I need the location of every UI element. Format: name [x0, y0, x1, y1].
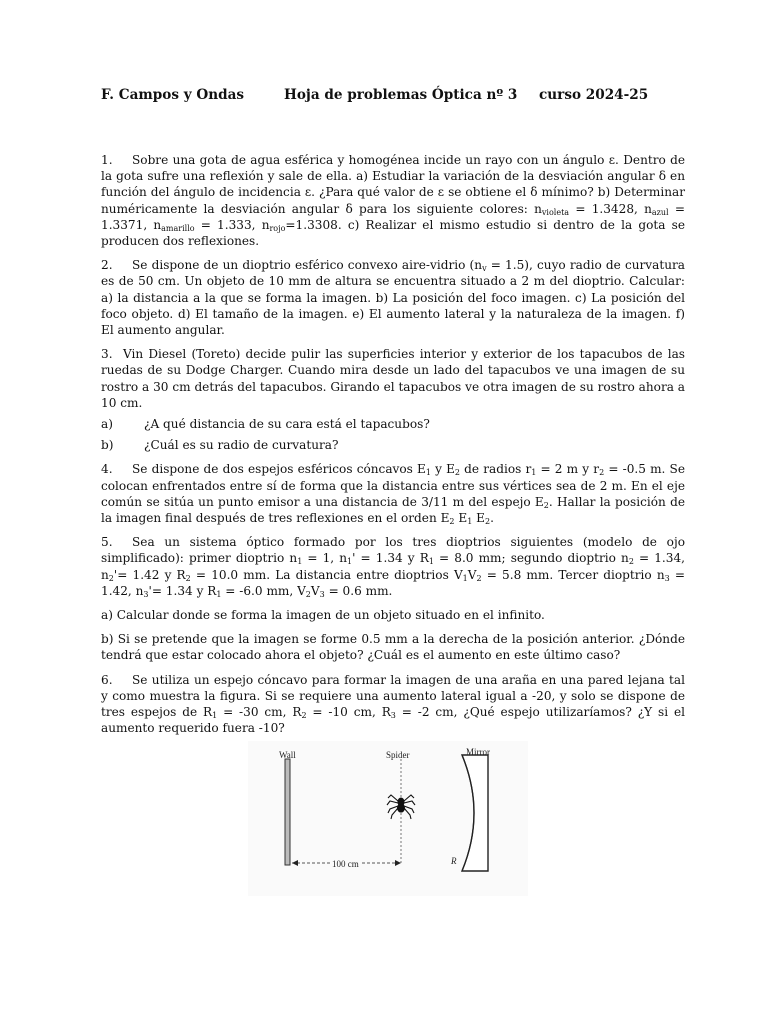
radius-label: R	[451, 856, 457, 866]
figure-drawing	[248, 741, 528, 896]
course-year: curso 2024-25	[539, 87, 649, 103]
wall-label: Wall	[279, 750, 296, 760]
problem-3-item-a: a) ¿A qué distancia de su cara está el tapacubos?	[101, 417, 430, 432]
problem-5-item-a: a) Calcular donde se forma la imagen de un objeto situado en el infinito.	[101, 608, 545, 623]
sheet-title: Hoja de problemas Óptica nº 3	[284, 87, 518, 103]
spider-mirror-figure	[248, 741, 528, 896]
problem-2: 2. Se dispone de un dioptrio esférico convexo aire-vidrio $(n_v = 1.5)$, cuyo radio de curvatura es de 50 cm. Un objeto de 10 mm de altura se encuentra situado a 2 m del dioptrio. Calcular: a) la distancia a la que se forma la imagen. b) La posición del foco imagen. c) La posición del foco objeto. d) El tamaño de la imagen. e) El aumento lateral y la naturaleza de la imagen. f) El aumento angular.	[101, 258, 685, 338]
problem-3-item-b: b) ¿Cuál es su radio de curvatura?	[101, 438, 339, 453]
problem-5: 5. Sea un sistema óptico formado por los tres dioptrios siguientes (modelo de ojo simplificado): primer dioptrio $n_1 = 1$, $n_1' = 1.34$ y $R_1 = 8.0$ mm; segundo dioptrio $n_2 = 1.34$, $n_2'= 1.42$ y $R_2 = 10.0$ mm. La distancia entre dioptrios $V_1V_2 = 5.8$ mm. Tercer dioptrio $n_3 = 1.42$, $n_3'= 1.34$ y $R_1 = -6.0$ mm, $V_2V_3 = 0.6$ mm.	[101, 535, 686, 599]
problem-4: 4. Se dispone de dos espejos esféricos cóncavos $E_1$ y $E_2$ de radios $r_1 = 2$ m y $r_2 = -0.5$ m. Se colocan enfrentados entre sí de forma que la distancia entre sus vértices sea de 2 m. En el eje común se sitúa un punto emisor a una distancia de 3/11 m del espejo $E_2$. Hallar la posición de la imagen final después de tres reflexiones en el orden $E_2$ $E_1$ $E_2$.	[101, 462, 685, 527]
problem-6: 6. Se utiliza un espejo cóncavo para formar la imagen de una araña en una pared lejana tal y como muestra la figura. Si se requiere una aumento lateral igual a -20, y solo se dispone de tres espejos de $R_1 = -30$ cm, $R_2 = -10$ cm, $R_3 = -2$ cm, ¿Qué espejo utilizaríamos? ¿Y si el aumento requerido fuera -10?	[101, 672, 685, 736]
problem-3: 3. Vin Diesel (Toreto) decide pulir las superficies interior y exterior de los tapacubos de las ruedas de su Dodge Charger. Cuando mira desde un lado del tapacubos ve una imagen de su rostro a 30 cm detrás del tapacubos. Girando el tapacubos ve otra imagen de su rostro ahora a 10 cm.	[101, 347, 685, 410]
mirror-label: Mirror	[466, 747, 490, 757]
problem-1: 1. Sobre una gota de agua esférica y homogénea incide un rayo con un ángulo ε. Dentro de la gota sufre una reflexión y sale de ella. a) Estudiar la variación de la desviación angular δ en función del ángulo de incidencia ε. ¿Para qué valor de ε se obtiene el δ mínimo? b) Determinar numéricamente la desviación angular δ para los siguiente colores: $n_{violeta} = 1.3428$, $n_{azul} = 1.3371$, $n_{amarillo} = 1.333$, $n_{rojo}=1.3308$. c) Realizar el mismo estudio si dentro de la gota se producen dos reflexiones.	[101, 153, 685, 249]
problem-5-item-b: b) Si se pretende que la imagen se forme 0.5 mm a la derecha de la posición anterior. ¿Dónde tendrá que estar colocado ahora el objeto? ¿Cuál es el aumento en este último caso?	[101, 632, 685, 663]
page-header	[101, 87, 681, 107]
problem-list	[101, 152, 685, 737]
wall-shape	[285, 759, 290, 865]
distance-label: 100 cm	[330, 856, 361, 872]
course-name: F. Campos y Ondas	[101, 87, 245, 103]
spider-label: Spider	[386, 750, 410, 760]
